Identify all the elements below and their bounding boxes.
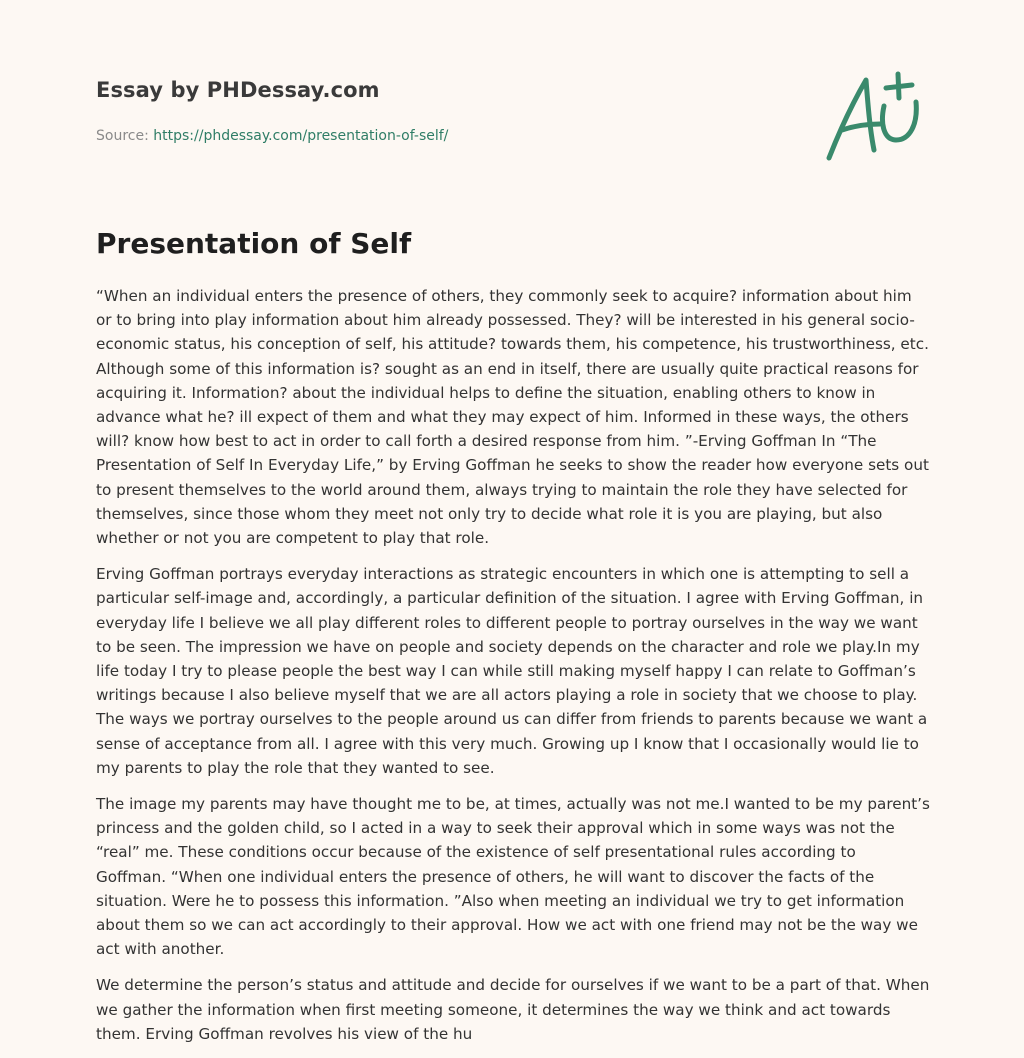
essay-paragraph: “When an individual enters the presence of others, they commonly seek to acquire? information about him or to bring into play information about him already possessed. They? will be interested in his general socio-economic status, his conception of self, his attitude? towards them, his competence, his trustworthiness, etc. Although some of this information is? sought as an end in itself, there are usually quite practical reasons for acquiring it. Information? about the individual helps to define the situation, enabling others to know in advance what he? ill expect of them and what they may expect of him. Informed in these ways, the others will? know how best to act in order to call forth a desired response from him. ”-Erving Goffman In “The Presentation of Self In Everyday Life,” by Erving Goffman he seeks to show the reader how everyone sets out to present themselves to the world around them, always trying to maintain the role they have selected for themselves, since those whom they meet not only try to decide what role it is you are playing, but also whether or not you are competent to play that role.: [96, 287, 929, 548]
site-brand: Essay by PHDessay.com: [96, 78, 380, 102]
essay-title: Presentation of Self: [96, 227, 412, 260]
a-plus-grade-icon: [820, 68, 930, 168]
essay-paragraph: Erving Goffman portrays everyday interactions as strategic encounters in which one is attempting to sell a particular self-image and, accordingly, a particular definition of the situation. I agree with Erving Goffman, in everyday life I believe we all play different roles to different people to portray ourselves in the way we want to be seen. The impression we have on people and society depends on the character and role we play.In my life today I try to please people the best way I can while still making myself happy I can relate to Goffman’s writings because I also believe myself that we are all actors playing a role in society that we choose to play. The ways we portray ourselves to the people around us can differ from friends to parents because we want a sense of acceptance from all. I agree with this very much. Growing up I know that I occasionally would lie to my parents to play the role that they wanted to see.: [96, 565, 928, 777]
source-line: [96, 126, 796, 146]
header: [96, 76, 796, 146]
essay-paragraph: The image my parents may have thought me to be, at times, actually was not me.I wanted to be my parent’s princess and the golden child, so I acted in a way to seek their approval which in some ways was not the “real” me. These conditions occur because of the existence of self presentational rules according to Goffman. “When one individual enters the presence of others, he will want to discover the facts of the situation. Were he to possess this information. ”Also when meeting an individual we try to get information about them so we can act accordingly to their approval. How we act with one friend may not be the way we act with another.: [96, 795, 930, 959]
essay-paragraph: We determine the person’s status and attitude and decide for ourselves if we want to be a part of that. When we gather the information when first meeting someone, it determines the way we think and act towards them. Erving Goffman revolves his view of the hu: [96, 976, 930, 1043]
essay-body: [96, 284, 930, 1058]
source-link[interactable]: https://phdessay.com/presentation-of-self/: [153, 128, 449, 144]
source-label: Source:: [96, 128, 149, 144]
